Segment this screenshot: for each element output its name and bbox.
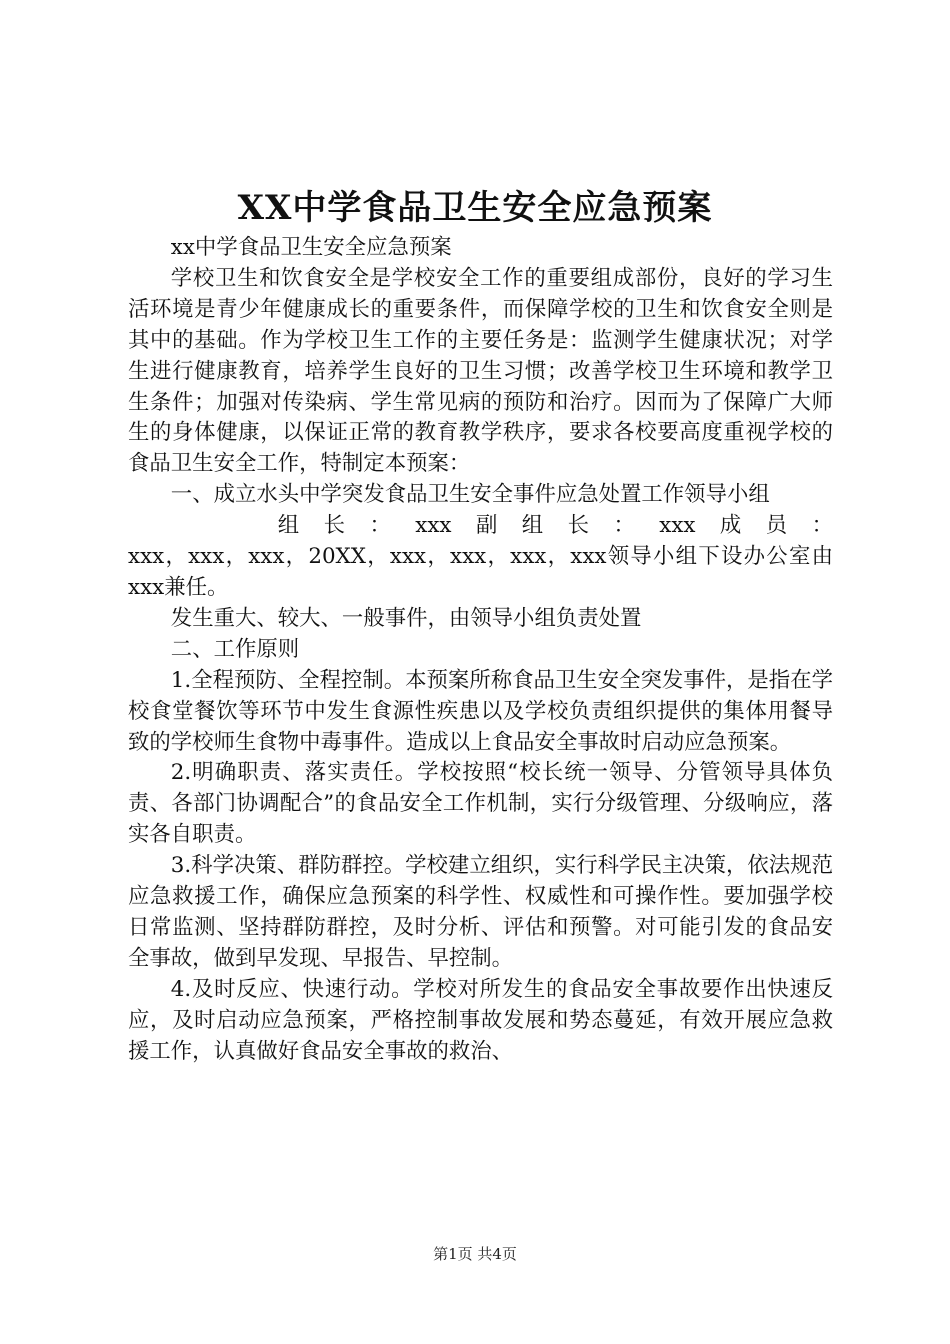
paragraph-handling: 发生重大、较大、一般事件，由领导小组负责处置 bbox=[170, 605, 642, 631]
paragraph-subtitle: xx中学食品卫生安全应急预案 bbox=[170, 235, 452, 260]
paragraph-principle-2: 2.明确职责、落实责任。学校按照“校长统一领导、分管领导具体负责、各部门协调配合”的食品安全工作机制，实行分级管理、分级响应，落实各自职责。 bbox=[128, 760, 833, 848]
paragraph-intro: 学校卫生和饮食安全是学校安全工作的重要组成部份，良好的学习生活环境是青少年健康成长的重要条件，而保障学校的卫生和饮食安全则是其中的基础。作为学校卫生工作的主要任务是：监测学生健康状况；对学生进行健康教育，培养学生良好的卫生习惯；改善学校卫生环境和教学卫生条件；加强对传染病、学生常见病的预防和治疗。因而为了保障广大师生的身体健康，以保证正常的教育教学秩序，要求各校要高度重视学校的食品卫生安全工作，特制定本预案： bbox=[128, 265, 833, 477]
paragraph-principle-3: 3.科学决策、群防群控。学校建立组织，实行科学民主决策，依法规范应急救援工作，确保应急预案的科学性、权威性和可操作性。要加强学校日常监测、坚持群防群控，及时分析、评估和预警。对可能引发的食品安全事故，做到早发现、早报告、早控制。 bbox=[128, 853, 833, 971]
paragraph-section-2-heading: 二、工作原则 bbox=[170, 636, 300, 662]
paragraph-principle-1: 1.全程预防、全程控制。本预案所称食品卫生安全突发事件，是指在学校食堂餐饮等环节中发生食源性疾患以及学校负责组织提供的集体用餐导致的学校师生食物中毒事件。造成以上食品安全事故时启动应急预案。 bbox=[128, 667, 833, 755]
document-title: XX中学食品卫生安全应急预案 bbox=[237, 188, 713, 228]
document-body bbox=[128, 233, 833, 1067]
paragraph-members: xxx，xxx，xxx，20XX，xxx，xxx，xxx，xxx领导小组下设办公室由xxx兼任。 bbox=[128, 544, 833, 600]
page-number-footer: 第1页 共4页 bbox=[433, 1245, 517, 1263]
paragraph-leaders: 组长：xxx副组长：xxx成员： bbox=[277, 513, 833, 539]
paragraph-principle-4: 4.及时反应、快速行动。学校对所发生的食品安全事故要作出快速反应，及时启动应急预案，严格控制事故发展和势态蔓延，有效开展应急救援工作，认真做好食品安全事故的救治、 bbox=[128, 976, 833, 1064]
paragraph-section-1-heading: 一、成立水头中学突发食品卫生安全事件应急处置工作领导小组 bbox=[170, 482, 770, 508]
